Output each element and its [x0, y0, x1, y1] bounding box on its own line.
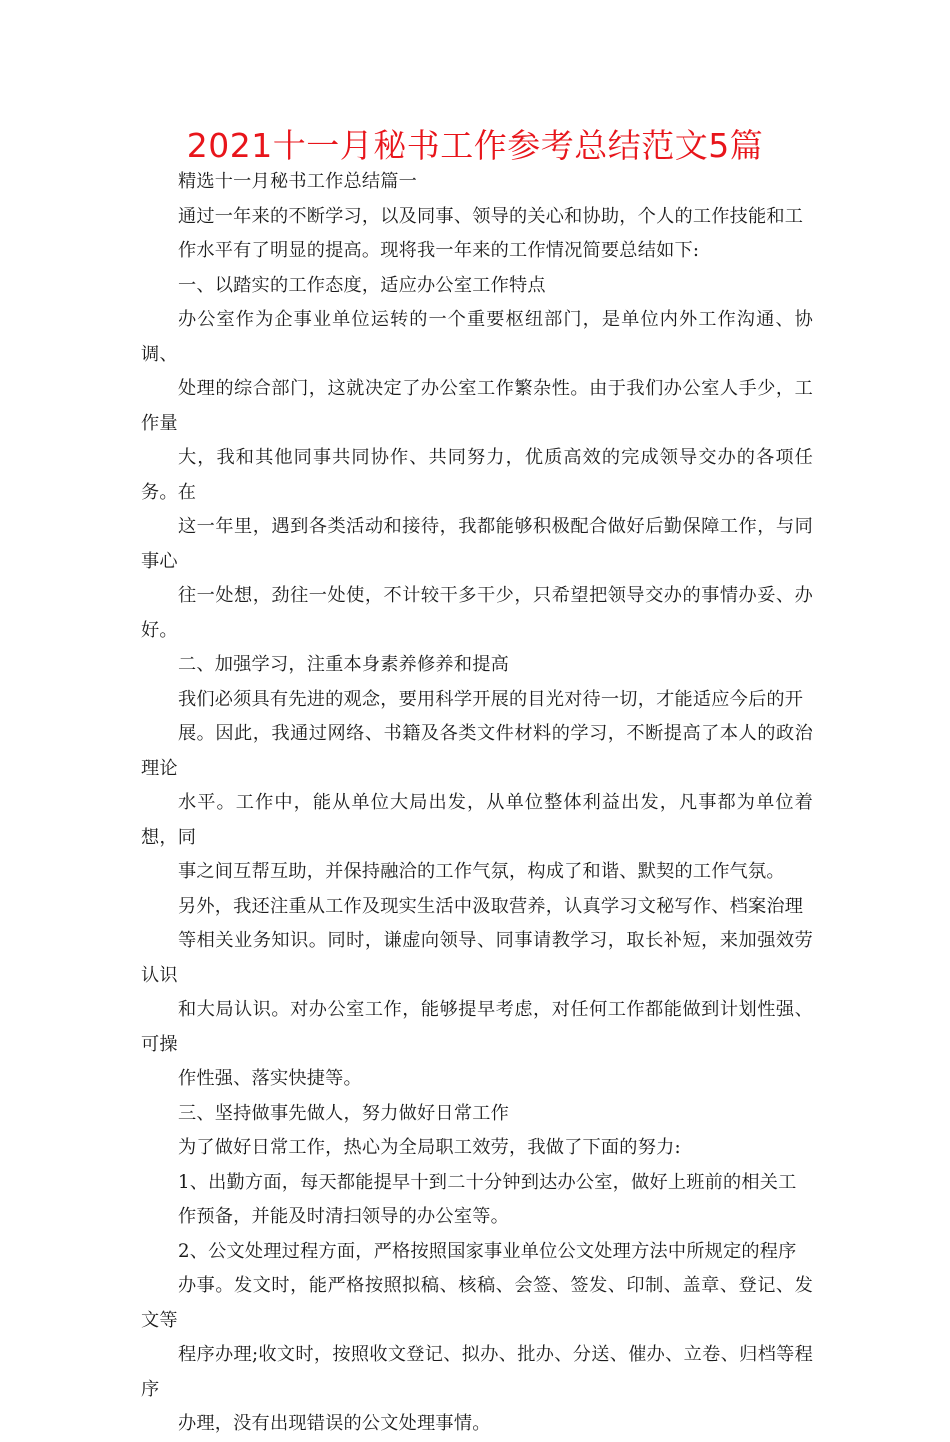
paragraph — [141, 1166, 813, 1235]
section-heading — [141, 269, 813, 304]
text-line: 水平。工作中，能从单位大局出发，从单位整体利益出发，凡事都为单位着想，同 — [141, 792, 813, 848]
text-line: 这一年里，遇到各类活动和接待，我都能够积极配合做好后勤保障工作，与同事心 — [141, 516, 813, 572]
section-heading — [141, 648, 813, 683]
section-heading — [141, 1097, 813, 1132]
text-line: 处理的综合部门，这就决定了办公室工作繁杂性。由于我们办公室人手少，工作量 — [141, 378, 813, 434]
paragraph — [141, 890, 813, 1097]
text-line: 办理，没有出现错误的公文处理事情。 — [178, 1413, 491, 1434]
text-line: 展。因此，我通过网络、书籍及各类文件材料的学习，不断提高了本人的政治理论 — [141, 723, 813, 779]
paragraph — [141, 683, 813, 890]
text-line: 另外，我还注重从工作及现实生活中汲取营养，认真学习文秘写作、档案治理 — [178, 895, 804, 917]
text-line: 二、加强学习，注重本身素养修养和提高 — [178, 654, 509, 675]
text-line: 为了做好日常工作，热心为全局职工效劳，我做了下面的努力: — [178, 1137, 681, 1158]
text-line: 等相关业务知识。同时，谦虚向领导、同事请教学习，取长补短，来加强效劳认识 — [141, 930, 813, 986]
text-line: 2、公文处理过程方面，严格按照国家事业单位公文处理方法中所规定的程序 — [178, 1240, 797, 1262]
paragraph — [141, 1131, 813, 1166]
paragraph — [141, 200, 813, 269]
paragraph — [141, 165, 813, 200]
text-line: 1、出勤方面，每天都能提早十到二十分钟到达办公室，做好上班前的相关工 — [178, 1171, 797, 1193]
page-title: 2021十一月秘书工作参考总结范文5篇 — [186, 126, 764, 165]
text-line: 我们必须具有先进的观念，要用科学开展的目光对待一切，才能适应今后的开 — [178, 688, 804, 710]
text-line: 事之间互帮互助，并保持融洽的工作气氛，构成了和谐、默契的工作气氛。 — [178, 861, 785, 882]
text-line: 往一处想，劲往一处使，不计较干多干少，只希望把领导交办的事情办妥、办好。 — [141, 585, 813, 641]
text-line: 大，我和其他同事共同协作、共同努力，优质高效的完成领导交办的各项任务。在 — [141, 447, 813, 503]
document-body — [141, 165, 813, 1442]
text-line: 通过一年来的不断学习，以及同事、领导的关心和协助，个人的工作技能和工 — [178, 205, 804, 227]
text-line: 办公室作为企事业单位运转的一个重要枢纽部门，是单位内外工作沟通、协调、 — [141, 309, 813, 365]
text-line: 作预备，并能及时清扫领导的办公室等。 — [178, 1206, 509, 1227]
text-line: 作性强、落实快捷等。 — [178, 1068, 362, 1089]
text-line: 办事。发文时，能严格按照拟稿、核稿、会签、签发、印制、盖章、登记、发文等 — [141, 1275, 813, 1331]
paragraph — [141, 303, 813, 648]
text-line: 三、坚持做事先做人，努力做好日常工作 — [178, 1102, 509, 1124]
text-line: 一、以踏实的工作态度，适应办公室工作特点 — [178, 274, 546, 296]
paragraph — [141, 1235, 813, 1442]
text-line: 和大局认识。对办公室工作，能够提早考虑，对任何工作都能做到计划性强、可操 — [141, 999, 813, 1055]
text-line: 程序办理;收文时，按照收文登记、拟办、批办、分送、催办、立卷、归档等程序 — [141, 1344, 813, 1400]
text-line: 作水平有了明显的提高。现将我一年来的工作情况简要总结如下: — [178, 240, 700, 261]
text-line: 精选十一月秘书工作总结篇一 — [178, 171, 418, 192]
